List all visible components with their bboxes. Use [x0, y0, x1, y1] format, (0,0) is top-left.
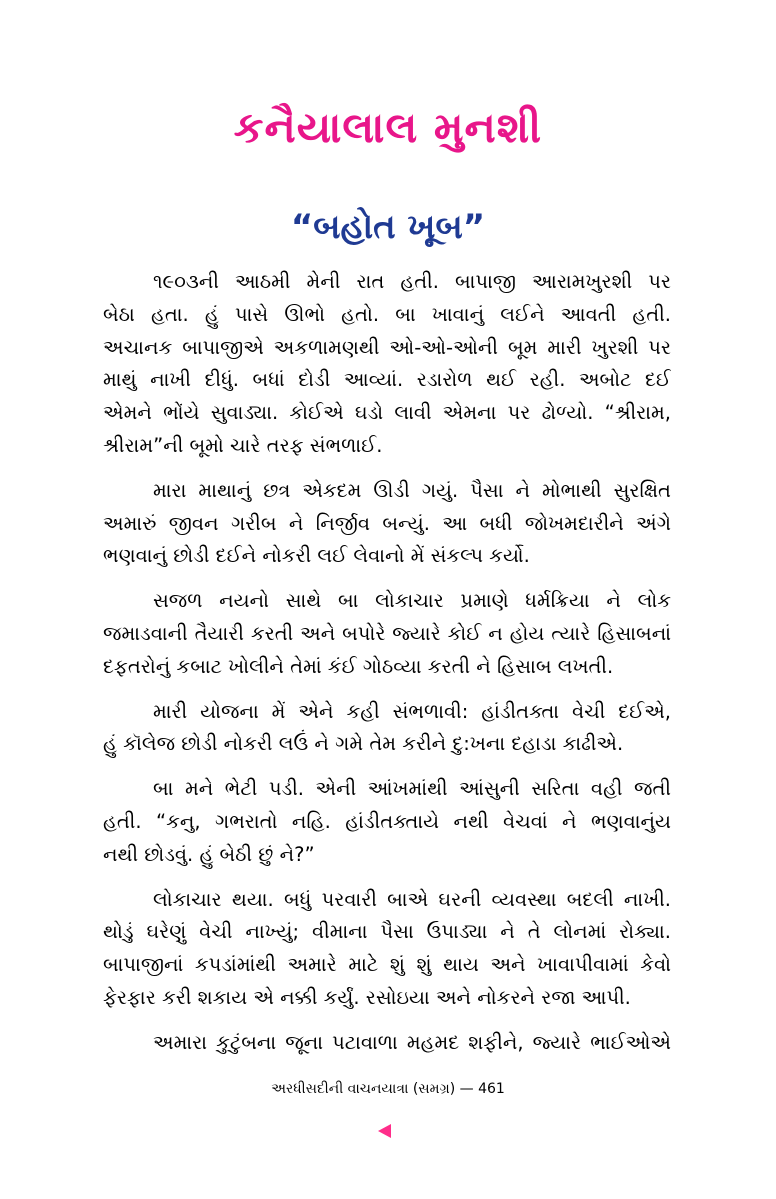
text-line: એમને ભોંયે સુવાડ્યા. કોઈએ ઘડો લાવી એમના પર ઢોળ્યો. “શ્રીરામ,: [103, 401, 671, 425]
text-line: થોડું ઘરેણું વેચી નાખ્યું; વીમાના પૈસા ઉપાડ્યા ને તે લોનમાં રોક્યા.: [103, 920, 671, 944]
text-line: શ્રીરામ”ની બૂમો ચારે તરફ સંભળાઈ.: [103, 433, 383, 457]
text-line: લોકાચાર થયા. બધું પરવારી બાએ ઘરની વ્યવસ્થા બદલી નાખી.: [153, 887, 671, 911]
text-line: બેઠા હતા. હું પાસે ઊભો હતો. બા ખાવાનું લઈને આવતી હતી.: [103, 302, 671, 326]
text-line: જમાડવાની તૈયારી કરતી અને બપોરે જ્યારે કોઈ ન હોય ત્યારે હિસાબનાં: [103, 621, 671, 645]
text-line: અમારા કુટુંબના જૂના પટાવાળા મહમદ શફીને, જ્યારે ભાઈઓએ: [153, 1030, 671, 1054]
text-line: હું કૉલેજ છોડી નોકરી લઉં ને ગમે તેમ કરીને દુ:ખના દહાડા કાઢીએ.: [103, 732, 624, 756]
page-footer: અરધીસદીની વાચનયાત્રા (સમગ્ર) — 461: [271, 1081, 505, 1097]
paragraph: [103, 266, 671, 463]
text-line: ભણવાનું છોડી દઈને નોકરી લઈ લેવાનો મેં સંકલ્પ કર્યો.: [103, 544, 530, 568]
paragraph: [103, 773, 671, 871]
text-line: ફેરફાર કરી શકાય એ નક્કી કર્યું. રસોઇયા અને નોકરને રજા આપી.: [103, 985, 631, 1009]
text-line: નથી છોડવું. હું બેઠી છું ને?”: [103, 842, 315, 866]
paragraph: [103, 1027, 671, 1060]
previous-page-arrow-icon[interactable]: [378, 1124, 391, 1138]
body-text: [103, 266, 671, 1072]
text-line: મારી યોજના મેં એને કહી સંભળાવી: હાંડીતક્તા વેચી દઈએ,: [153, 699, 671, 723]
author-name: કનૈયાલાલ મુનશી: [233, 103, 543, 152]
text-line: દફતરોનું કબાટ ખોલીને તેમાં કંઈ ગોઠવ્યા કરતી ને હિસાબ લખતી.: [103, 654, 614, 678]
chapter-title: “બહોત ખૂબ”: [290, 207, 486, 247]
text-line: મારા માથાનું છત્ર એકદમ ઊડી ગયું. પૈસા ને મોભાથી સુરક્ષિત: [153, 478, 671, 502]
text-line: બાપાજીનાં કપડાંમાંથી અમારે માટે શું શું થાય અને ખાવાપીવામાં કેવો: [103, 953, 671, 977]
text-line: માથું નાખી દીધું. બધાં દોડી આવ્યાં. રડારોળ થઈ રહી. અબોટ દઈ: [103, 368, 671, 392]
paragraph: [103, 585, 671, 683]
paragraph: [103, 884, 671, 1015]
text-line: હતી. “કનુ, ગભરાતો નહિ. હાંડીતક્તાયે નથી વેચવાં ને ભણવાનુંય: [103, 809, 671, 833]
paragraph: [103, 475, 671, 573]
text-line: અચાનક બાપાજીએ અકળામણથી ઓ-ઓ-ઓની બૂમ મારી ખુરશી પર: [103, 335, 671, 359]
text-line: અમારું જીવન ગરીબ ને નિર્જીવ બન્યું. આ બધી જોખમદારીને અંગે: [103, 511, 671, 535]
text-line: બા મને ભેટી પડી. એની આંખમાંથી આંસુની સરિતા વહી જતી: [153, 777, 671, 801]
paragraph: [103, 696, 671, 762]
text-line: સજળ નયનો સાથે બા લોકાચાર પ્રમાણે ધર્મક્રિયા ને લોક: [153, 589, 671, 613]
text-line: ૧૯૦૩ની આઠમી મેની રાત હતી. બાપાજી આરામખુરશી પર: [153, 270, 671, 293]
